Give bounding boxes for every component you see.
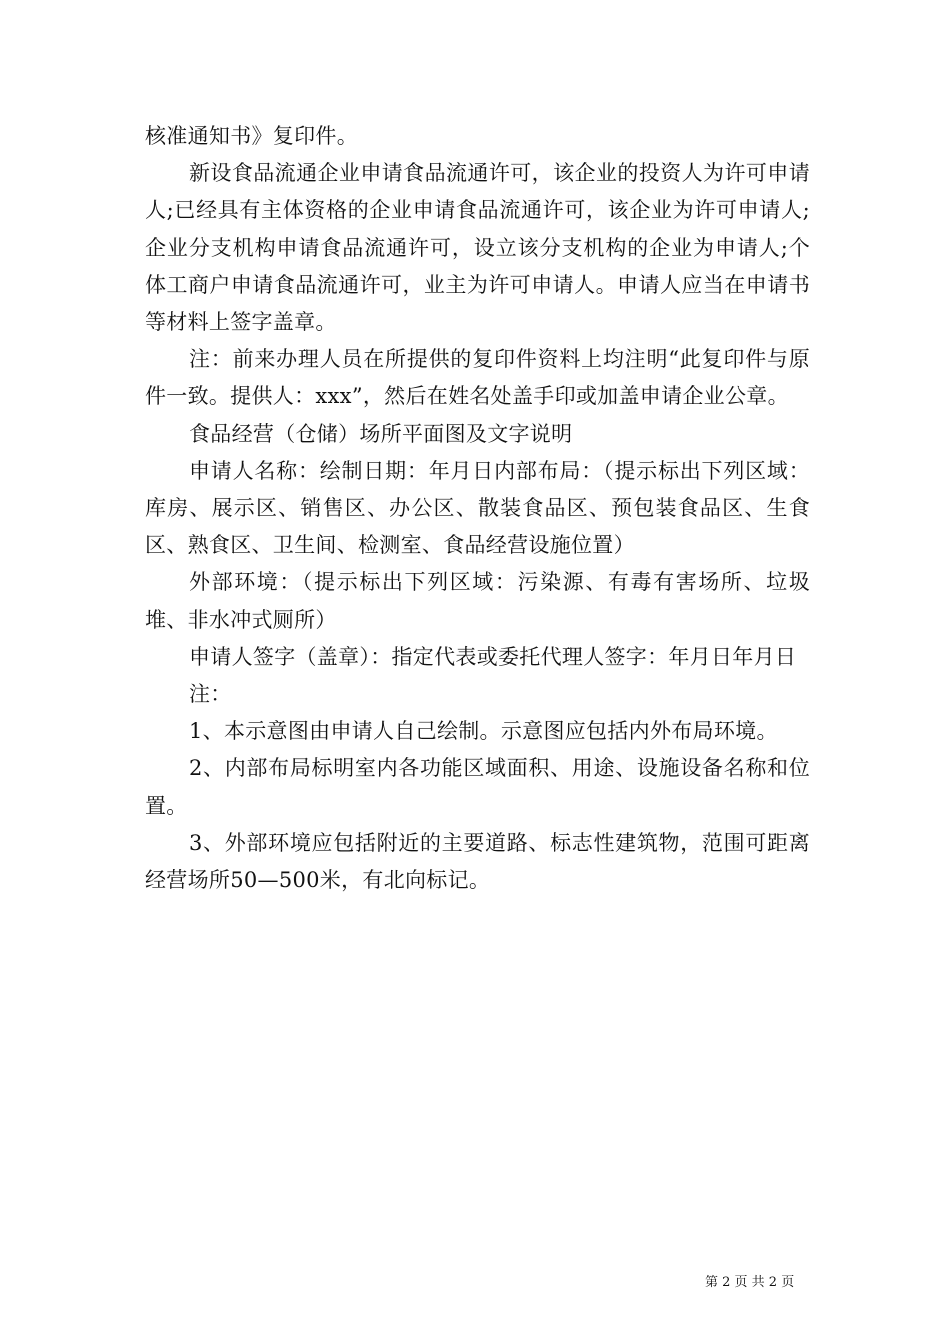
notes-heading: 注： [189,682,232,707]
document-body [145,118,810,899]
note-item-2: 2、内部布局标明室内各功能区域面积、用途、设施设备名称和位置。 [145,756,810,818]
note-item-3: 3、外部环境应包括附近的主要道路、标志性建筑物，范围可距离经营场所50—500米，有北向标记。 [145,830,810,893]
paragraph-signature: 申请人签字（盖章）：指定代表或委托代理人签字：年月日年月日 [189,644,797,669]
page-number: 第 2 页 共 2 页 [705,1275,795,1290]
paragraph-continuation: 核准通知书》复印件。 [145,124,358,148]
paragraph-external-environment: 外部环境：（提示标出下列区域：污染源、有毒有害场所、垃圾堆、非水冲式厕所） [145,570,810,632]
section-heading: 食品经营（仓储）场所平面图及文字说明 [189,421,573,446]
paragraph-applicant-rules: 新设食品流通企业申请食品流通许可，该企业的投资人为许可申请人;已经具有主体资格的企业申请食品流通许可，该企业为许可申请人;企业分支机构申请食品流通许可，设立该分支机构的企业为申请人;个体工商户申请食品流通许可，业主为许可申请人。申请人应当在申请书等材料上签字盖章。 [145,161,810,335]
note-item-1: 1、本示意图由申请人自己绘制。示意图应包括内外布局环境。 [189,719,778,744]
paragraph-internal-layout: 申请人名称：绘制日期：年月日内部布局：（提示标出下列区域：库房、展示区、销售区、办公区、散装食品区、预包装食品区、生食区、熟食区、卫生间、检测室、食品经营设施位置） [145,458,810,558]
paragraph-copy-note: 注：前来办理人员在所提供的复印件资料上均注明“此复印件与原件一致。提供人：xxx”，然后在姓名处盖手印或加盖申请企业公章。 [145,347,810,409]
